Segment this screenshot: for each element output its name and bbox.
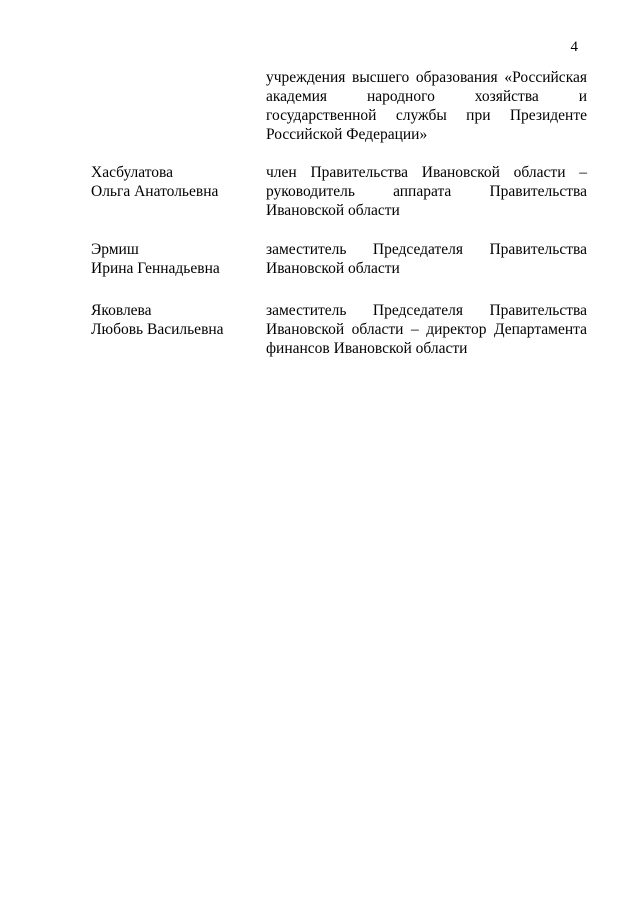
member-position-line: Ивановской области – директор Департамента [266, 321, 587, 338]
member-position-line: финансов Ивановской области [266, 340, 468, 357]
member-surname: Яковлева [91, 302, 152, 319]
member-given-names: Ирина Геннадьевна [91, 260, 220, 277]
continuation-line: Российской Федерации» [266, 126, 428, 143]
page-number: 4 [570, 39, 578, 55]
member-position-line: руководитель аппарата Правительства [266, 183, 587, 200]
member-surname: Хасбулатова [91, 164, 174, 181]
member-position-line: заместитель Председателя Правительства [266, 302, 587, 319]
member-position-line: заместитель Председателя Правительства [266, 241, 587, 258]
member-given-names: Любовь Васильевна [91, 321, 224, 338]
member-position-line: член Правительства Ивановской области – [266, 164, 587, 181]
continuation-line: академия народного хозяйства и [266, 88, 587, 105]
continuation-line: государственной службы при Президенте [266, 107, 587, 124]
member-position-line: Ивановской области [266, 202, 400, 219]
member-surname: Эрмиш [91, 241, 139, 258]
member-position-line: Ивановской области [266, 260, 400, 277]
member-given-names: Ольга Анатольевна [91, 183, 219, 200]
continuation-line: учреждения высшего образования «Российская [266, 69, 587, 86]
